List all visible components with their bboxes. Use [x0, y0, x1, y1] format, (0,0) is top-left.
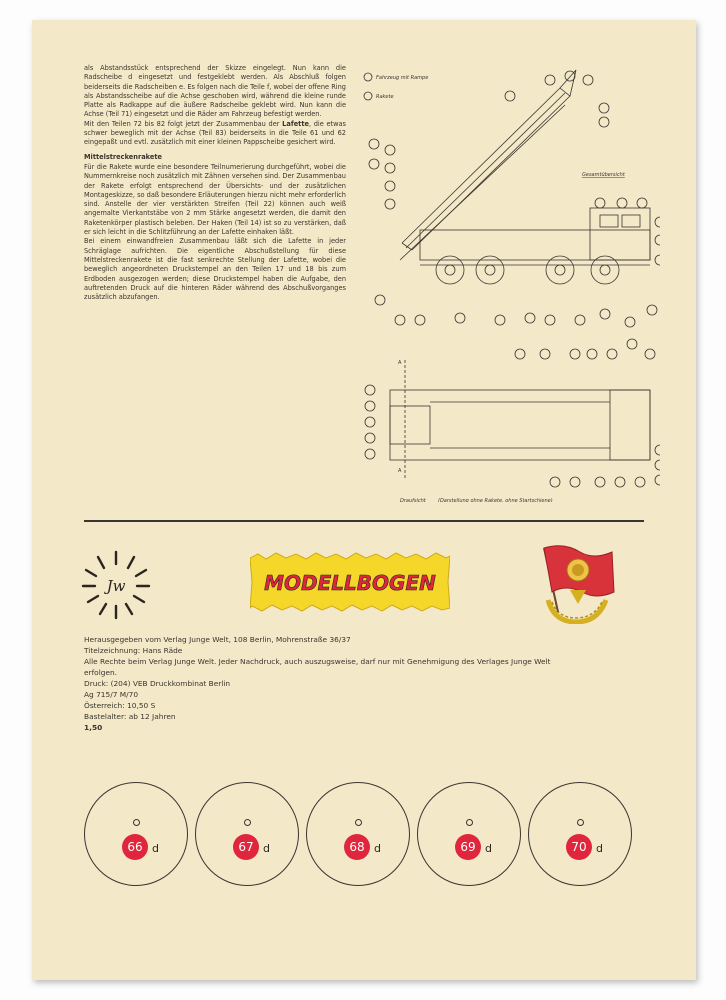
label-top-view-note: (Darstellung ohne Rakete, ohne Startschiene) [438, 498, 553, 502]
imprint-austria-price: Österreich: 10,50 S [84, 701, 156, 710]
part-suffix: d [152, 842, 159, 855]
banner-graphic [250, 552, 450, 612]
wheel-cutout [528, 782, 632, 886]
part-number-badge: 67 [233, 834, 259, 860]
junge-welt-logo [80, 548, 152, 620]
assembly-drawing [360, 60, 660, 502]
imprint-rights-cont: erfolgen. [84, 668, 118, 677]
axle-hole [577, 819, 584, 826]
section-mark-a: A [398, 360, 402, 366]
model-sheet [32, 20, 696, 980]
instruction-text [84, 64, 346, 302]
legend-rocket: Rakete [376, 94, 394, 100]
label-overview: Gesamtübersicht [582, 172, 625, 178]
pioneer-emblem [534, 542, 616, 624]
sunburst-logo-icon [80, 548, 152, 620]
part-number-badge: 66 [122, 834, 148, 860]
instruction-paragraph: als Abstandsstück entsprechend der Skizze eingelegt. Nun kann die Radscheibe d eingesetzt und festgeklebt werden. Als Abschluß folgen beiderseits die Radscheiben e. Es folgen nach die Teile f, wobei der offene Ring als Abstandsscheibe auf die Achse geschoben wird, während die kleine runde Platte als Radkappe auf die äußere Radscheibe geklebt wird. Nun kann die Achse (Teil 71) eingesetzt und die Räder am Fahrzeug befestigt werden. [84, 64, 346, 119]
part-number-badge: 68 [344, 834, 370, 860]
instruction-paragraph: Für die Rakete wurde eine besondere Teilnumerierung durchgeführt, wobei die Nummernkreise noch zusätzlich mit Zähnen versehen sind. Der Zusammenbau der Rakete erfolgt entsprechend der Übersichts- und der zusätzlichen Montageskizze, so daß besondere Erläuterungen hierzu nicht mehr erforderlich sind. Anstelle der vier verstärkten Streifen (Teil 22) können auch weiß angemalte Vierkantstäbe von 2 mm Stärke angesetzt werden, die damit den Raketenkörper plastisch beleben. Der Haken (Teil 14) ist so zu verstärken, daß er sich leicht in die Schlitzführung an der Lafette einhaken läßt. [84, 162, 346, 237]
instruction-text-run: , die etwas schwer beweglich mit der Achse (Teil 83) beiderseits in die Teile 61 und 62 eingepaßt und evtl. zusätzlich mit einer kleinen Pappscheibe gesichert wird. [84, 119, 346, 147]
label-top-view: Draufsicht [400, 498, 426, 502]
axle-hole [244, 819, 251, 826]
part-suffix: d [263, 842, 270, 855]
assembly-diagram [360, 60, 660, 502]
section-mark-a: A [398, 468, 402, 474]
part-suffix: d [596, 842, 603, 855]
imprint-price: 1,50 [84, 723, 103, 732]
instruction-paragraph: Bei einem einwandfreien Zusammenbau läßt sich die Lafette in jeder Schräglage aufrichten. Die eigentliche Abschußstellung für diese Mittelstreckenrakete ist die fast senkrechte Stellung der Lafette, wobei die beweglich angeordneten Druckstempel an den Teilen 17 und 18 bis zum Erdboden ausgezogen werden; diese Druckstempel haben die Aufgabe, den auftretenden Druck auf die hinteren Räder während des Abschußvorganges zusätzlich abzufangen. [84, 237, 346, 302]
legend-vehicle: Fahrzeug mit Rampe [376, 75, 429, 81]
axle-hole [133, 819, 140, 826]
part-number-badge: 70 [566, 834, 592, 860]
wheel-cutout [195, 782, 299, 886]
instruction-bold-term: Lafette [282, 119, 309, 128]
divider-rule [84, 520, 644, 522]
wheel-cutouts [84, 782, 684, 902]
imprint-rights: Alle Rechte beim Verlag Junge Welt. Jeder Nachdruck, auch auszugsweise, darf nur mit Genehmigung des Verlages Junge Welt [84, 657, 551, 666]
part-suffix: d [485, 842, 492, 855]
section-heading: Mittelstreckenrakete [84, 152, 162, 161]
imprint-title-drawing: Titelzeichnung: Hans Räde [84, 646, 183, 655]
axle-hole [466, 819, 473, 826]
instruction-paragraph [84, 120, 346, 148]
part-number-badge: 69 [455, 834, 481, 860]
imprint-publisher: Herausgegeben vom Verlag Junge Welt, 108 Berlin, Mohrenstraße 36/37 [84, 635, 351, 644]
modellbogen-banner [250, 552, 450, 612]
wheel-cutout [306, 782, 410, 886]
axle-hole [355, 819, 362, 826]
flag-emblem-icon [534, 542, 616, 624]
wheel-cutout [417, 782, 521, 886]
imprint-block [84, 634, 684, 733]
logo-lettering: Jw [106, 577, 126, 595]
imprint-printer: Druck: (204) VEB Druckkombinat Berlin [84, 679, 231, 688]
wheel-cutout [84, 782, 188, 886]
imprint-age: Bastelalter: ab 12 Jahren [84, 712, 176, 721]
instruction-text-run: Mit den Teilen 72 bis 82 folgt jetzt der Zusammenbau der [84, 119, 283, 128]
banner-title: MODELLBOGEN [264, 571, 436, 595]
part-suffix: d [374, 842, 381, 855]
imprint-license: Ag 715/7 M/70 [84, 690, 139, 699]
